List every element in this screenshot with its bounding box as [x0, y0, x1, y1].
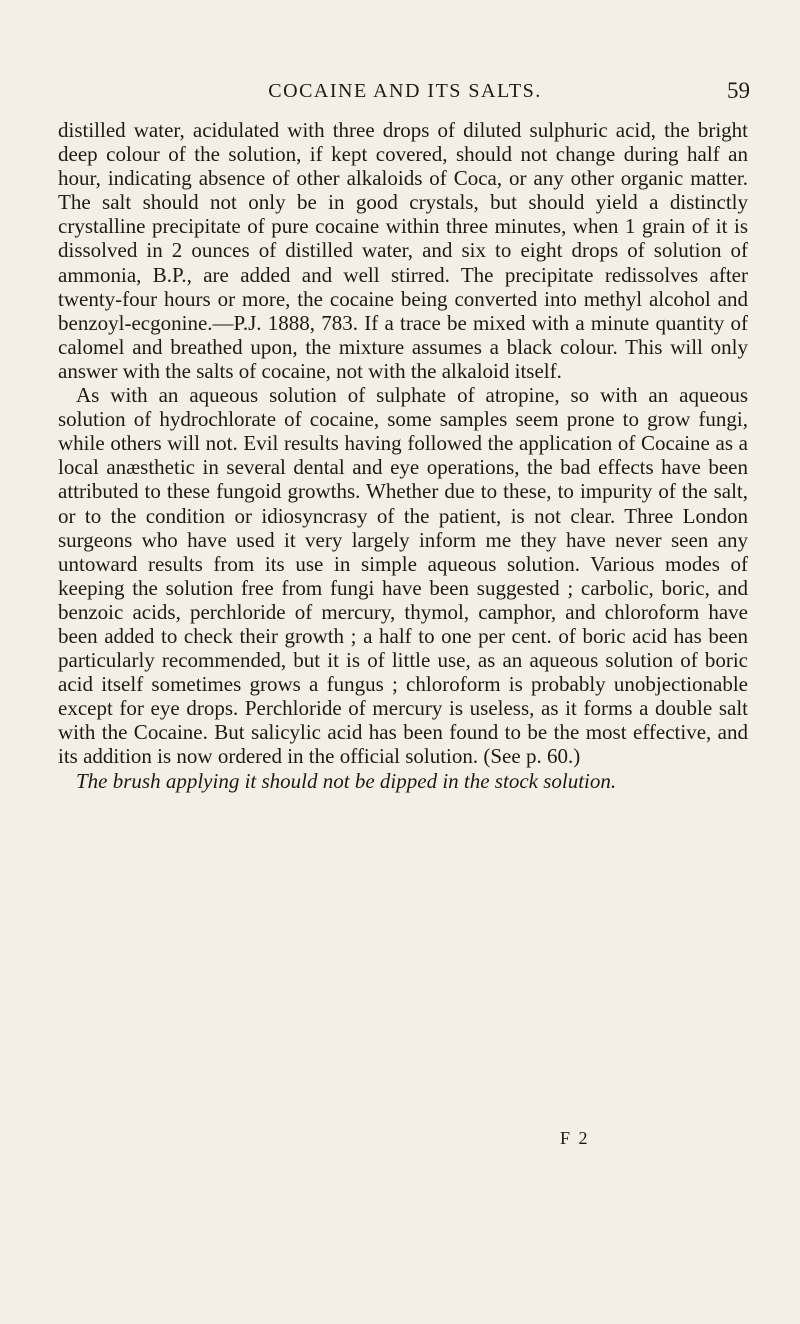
signature-mark: F 2: [560, 1128, 590, 1148]
page-header: [60, 80, 750, 110]
running-title: COCAINE AND ITS SALTS.: [268, 80, 542, 102]
italic-note: The brush applying it should not be dipped in the stock solution.: [76, 768, 617, 793]
page-number: 59: [727, 78, 750, 103]
body-text: [58, 118, 748, 793]
paragraph-1: distilled water, acidulated with three drops of diluted sulphuric acid, the bright deep colour of the solution, if kept covered, should not change during half an hour, indicating absence of other alkaloids of Coca, or any other organic matter. The salt should not only be in good crystals, but should yield a distinctly crystalline precipitate of pure cocaine within three minutes, when 1 grain of it is dissolved in 2 ounces of distilled water, and six to eight drops of solution of ammonia, B.P., are added and well stirred. The precipitate redissolves after twenty-four hours or more, the cocaine being converted into methyl alcohol and benzoyl-ecgonine.—P.J. 1888, 783. If a trace be mixed with a minute quantity of calomel and breathed upon, the mixture assumes a black colour. This will only answer with the salts of cocaine, not with the alkaloid itself.: [58, 118, 748, 383]
paragraph-2: As with an aqueous solution of sulphate of atropine, so with an aqueous solution of hydrochlorate of cocaine, some samples seem prone to grow fungi, while others will not. Evil results having followed the application of Cocaine as a local anæsthetic in several dental and eye operations, the bad effects have been attributed to these fungoid growths. Whether due to these, to impurity of the salt, or to the condition or idiosyncrasy of the patient, is not clear. Three London surgeons who have used it very largely inform me they have never seen any untoward results from its use in simple aqueous solution. Various modes of keeping the solution free from fungi have been suggested ; carbolic, boric, and benzoic acids, perchloride of mercury, thymol, camphor, and chloroform have been added to check their growth ; a half to one per cent. of boric acid has been particularly recommended, but it is of little use, as an aqueous solution of boric acid itself sometimes grows a fungus ; chloroform is probably unobjectionable except for eye drops. Perchloride of mercury is useless, as it forms a double salt with the Cocaine. But salicylic acid has been found to be the most effective, and its addition is now ordered in the official solution. (See p. 60.): [58, 383, 748, 769]
